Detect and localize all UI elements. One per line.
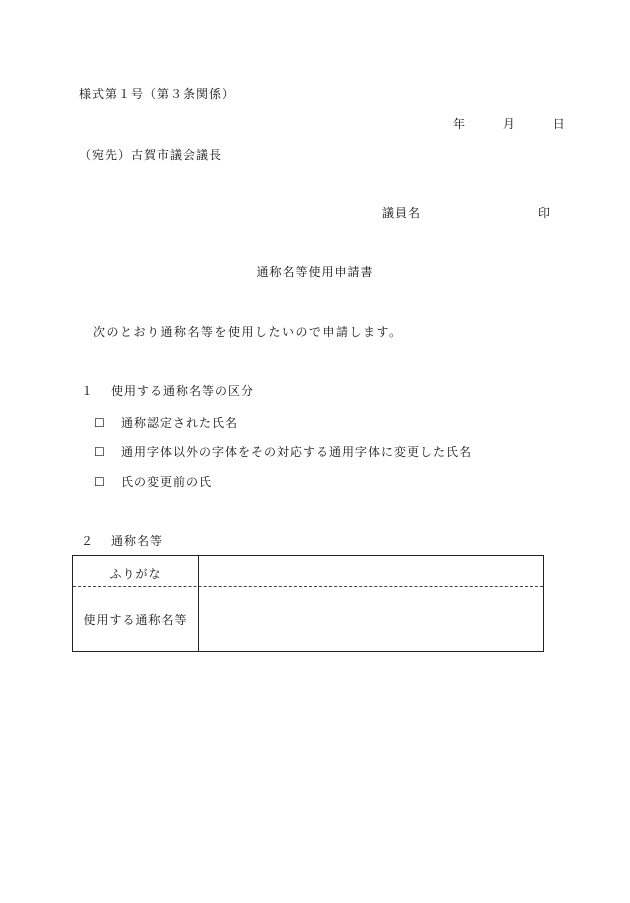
date-month-label: 月 — [502, 117, 515, 131]
date-line — [453, 118, 565, 130]
section2-title: 通称名等 — [111, 534, 164, 548]
tsusho-field[interactable] — [199, 587, 543, 651]
option-tsuyo-jitai[interactable] — [94, 446, 472, 458]
checkbox[interactable]: ☐ — [94, 445, 106, 459]
form-number: 様式第１号（第３条関係） — [79, 87, 236, 101]
document-title: 通称名等使用申請書 — [256, 265, 374, 279]
option-label: 通称認定された氏名 — [121, 416, 239, 430]
section1-number: １ — [81, 384, 95, 398]
option-label: 通用字体以外の字体をその対応する通用字体に変更した氏名 — [121, 445, 473, 459]
tsusho-label: 使用する通称名等 — [83, 613, 188, 627]
section2-number: ２ — [81, 534, 95, 548]
intro-text: 次のとおり通称名等を使用したいので申請します。 — [93, 325, 403, 339]
option-tsusho-nintei[interactable] — [94, 417, 238, 429]
checkbox[interactable]: ☐ — [94, 475, 106, 489]
furigana-field[interactable] — [199, 556, 543, 586]
date-year-label: 年 — [453, 117, 466, 131]
addressee: （宛先）古賀市議会議長 — [79, 148, 223, 162]
member-name-label: 議員名 — [382, 206, 422, 220]
name-table — [72, 555, 544, 652]
furigana-label: ふりがな — [109, 567, 162, 581]
section1-heading — [81, 385, 254, 397]
date-day-label: 日 — [552, 117, 565, 131]
checkbox[interactable]: ☐ — [94, 416, 106, 430]
section1-title: 使用する通称名等の区分 — [111, 384, 255, 398]
option-kyu-shi[interactable] — [94, 476, 212, 488]
section2-heading — [81, 535, 163, 547]
seal-mark: 印 — [538, 206, 551, 220]
option-label: 氏の変更前の氏 — [121, 475, 213, 489]
